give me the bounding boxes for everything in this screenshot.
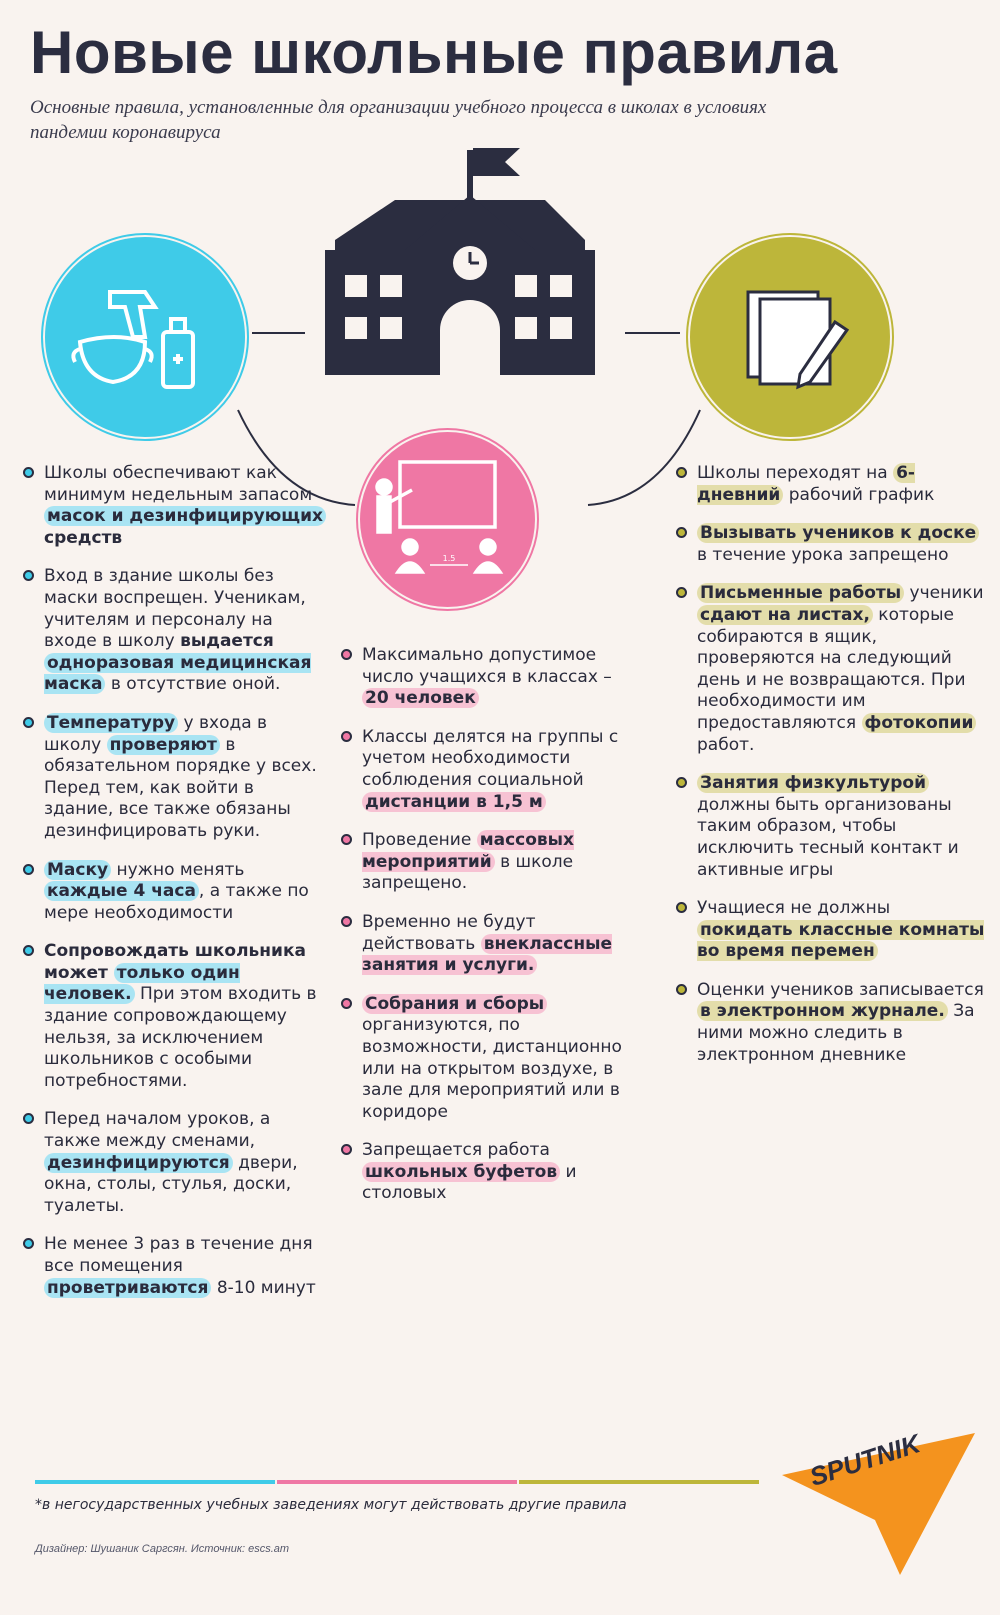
item-text: двери, окна, столы, стулья, доски, туалеты. — [44, 1152, 298, 1216]
list-item — [340, 1140, 625, 1205]
item-text: которые собираются в ящик, проверяются на следующий день и не возвращаются. При необходимости им предоставляются — [697, 604, 966, 733]
bullet-icon — [23, 717, 34, 728]
list-item — [340, 830, 625, 895]
bullet-icon — [341, 998, 352, 1009]
item-text: работ. — [697, 734, 755, 755]
distance-rules-list — [340, 645, 625, 1205]
item-text: должны быть организованы таким образом, чтобы исключить тесный контакт и активные игры — [697, 794, 959, 880]
item-highlight: фотокопии — [862, 713, 977, 733]
bullet-icon — [23, 467, 34, 478]
distance-label: 1.5 — [442, 554, 456, 563]
item-highlight: Маску — [44, 860, 111, 880]
list-item — [675, 773, 985, 881]
bullet-icon — [23, 1238, 34, 1249]
item-highlight: внеклассные занятия и услуги. — [362, 933, 612, 976]
item-text: выдается — [180, 631, 274, 652]
item-text: нужно менять — [111, 859, 245, 880]
item-highlight: проверяют — [107, 735, 220, 755]
page-title: Новые школьные правила — [30, 19, 838, 86]
list-item — [22, 463, 327, 549]
sputnik-logo-text: SPUTNIK — [806, 1428, 924, 1492]
item-text: Учащиеся не должны — [697, 898, 891, 919]
item-text: Оценки учеников записывается — [697, 979, 984, 1000]
item-highlight: Вызывать учеников к доске — [697, 523, 979, 543]
item-highlight: Письменные работы — [697, 583, 904, 603]
item-highlight: только один человек. — [44, 962, 240, 1005]
list-item — [22, 1109, 327, 1217]
item-highlight: проветриваются — [44, 1278, 211, 1298]
hygiene-circle — [45, 237, 245, 437]
school-building-icon — [325, 140, 595, 375]
item-text: Не менее 3 раз в течение дня все помещения — [44, 1234, 313, 1276]
item-text: Временно не будут действовать — [362, 911, 536, 954]
teacher-blackboard-distance-icon — [360, 432, 535, 607]
item-text: , а также по мере необходимости — [44, 881, 309, 923]
list-item — [22, 713, 327, 843]
list-item — [340, 912, 625, 977]
bullet-icon — [676, 527, 687, 538]
item-highlight: покидать классные комнаты во время перемен — [697, 919, 985, 962]
item-text: Запрещается работа — [362, 1140, 550, 1161]
page-subtitle: Основные правила, установленные для организации учебного процесса в школах в условиях пандемии коронавируса — [30, 97, 767, 143]
item-highlight: масок и дезинфицирующих — [44, 506, 326, 526]
bullet-icon — [341, 1144, 352, 1155]
bullet-icon — [23, 1113, 34, 1124]
list-item — [22, 941, 327, 1092]
item-text: и столовых — [362, 1161, 577, 1204]
distance-circle — [360, 432, 535, 607]
item-text: Перед началом уроков, а также между сменами, — [44, 1109, 271, 1152]
list-item — [675, 583, 985, 756]
item-text: средств — [44, 527, 123, 548]
list-item — [675, 898, 985, 963]
list-item — [340, 994, 625, 1124]
footnote: *в негосударственных учебных заведениях могут действовать другие правила — [35, 1497, 627, 1513]
divider-pink — [277, 1480, 517, 1484]
divider-olive — [519, 1480, 759, 1484]
list-item — [22, 566, 327, 696]
list-item — [340, 645, 625, 710]
item-text: Сопровождать школьника может — [44, 941, 306, 983]
hygiene-rules-list — [22, 463, 327, 1299]
bullet-icon — [676, 984, 687, 995]
item-text: ученики — [904, 583, 984, 604]
list-item — [675, 463, 985, 506]
item-text: рабочий график — [783, 484, 935, 505]
item-text: Классы делятся на группы с учетом необходимости соблюдения социальной — [362, 726, 619, 790]
item-text: организуются, по возможности, дистанционно или на открытом воздухе, в зале для мероприятий или в коридоре — [362, 1015, 622, 1122]
schedule-rules-list — [675, 463, 985, 1066]
bullet-icon — [23, 570, 34, 581]
bullet-icon — [341, 916, 352, 927]
bullet-icon — [341, 731, 352, 742]
item-text: Проведение — [362, 830, 477, 851]
bullet-icon — [676, 777, 687, 788]
item-text: в обязательном порядке у всех. Перед тем, как войти в здание, все также обязаны дезинфицировать руки. — [44, 734, 317, 841]
item-highlight: школьных буфетов — [362, 1162, 560, 1182]
bullet-icon — [676, 467, 687, 478]
item-text: Вход в здание школы без маски воспрещен. Ученикам, учителям и персоналу на входе в школу — [44, 566, 306, 652]
item-text: Максимально допустимое число учащихся в классах – — [362, 645, 612, 687]
documents-pencil-icon — [690, 237, 890, 437]
item-highlight: дистанции в 1,5 м — [362, 792, 546, 812]
item-highlight: дезинфицируются — [44, 1153, 233, 1173]
item-highlight: каждые 4 часа — [44, 881, 199, 901]
item-highlight: массовых мероприятий — [362, 830, 574, 872]
schedule-circle — [690, 237, 890, 437]
item-text: Школы обеспечивают как минимум недельным запасом — [44, 463, 313, 505]
item-text: в школе запрещено. — [362, 851, 574, 894]
bullet-icon — [676, 902, 687, 913]
item-text: При этом входить в здание сопровождающему нельзя, за исключением школьников с особыми потребностями. — [44, 984, 317, 1091]
item-highlight: сдают на листах, — [697, 605, 873, 625]
item-text: у входа в школу — [44, 712, 268, 755]
divider-blue — [35, 1480, 275, 1484]
list-item — [675, 980, 985, 1066]
bullet-icon — [23, 864, 34, 875]
thermometer-mask-sanitizer-icon — [45, 237, 245, 437]
bullet-icon — [341, 649, 352, 660]
bullet-icon — [676, 587, 687, 598]
item-highlight: 6-дневний — [697, 463, 915, 505]
list-item — [22, 1234, 327, 1299]
item-highlight: одноразовая медицинская маска — [44, 652, 312, 695]
item-text: За ними можно следить в электронном дневнике — [697, 1001, 975, 1065]
item-highlight: Температуру — [44, 713, 178, 733]
list-item — [340, 727, 625, 813]
item-text: в отсутствие оной. — [105, 674, 281, 695]
bullet-icon — [341, 834, 352, 845]
item-text: в течение урока запрещено — [697, 544, 949, 565]
item-highlight: Занятия физкультурой — [697, 773, 929, 793]
item-highlight: в электронном журнале. — [697, 1001, 948, 1021]
item-text: 8-10 минут — [211, 1277, 316, 1298]
bullet-icon — [23, 945, 34, 956]
list-item — [22, 860, 327, 925]
credits: Дизайнер: Шушаник Саргсян. Источник: escs.am — [35, 1543, 290, 1555]
item-highlight: 20 человек — [362, 688, 479, 708]
item-highlight: Собрания и сборы — [362, 994, 547, 1014]
list-item — [675, 523, 985, 566]
item-text: Школы переходят на — [697, 463, 894, 483]
